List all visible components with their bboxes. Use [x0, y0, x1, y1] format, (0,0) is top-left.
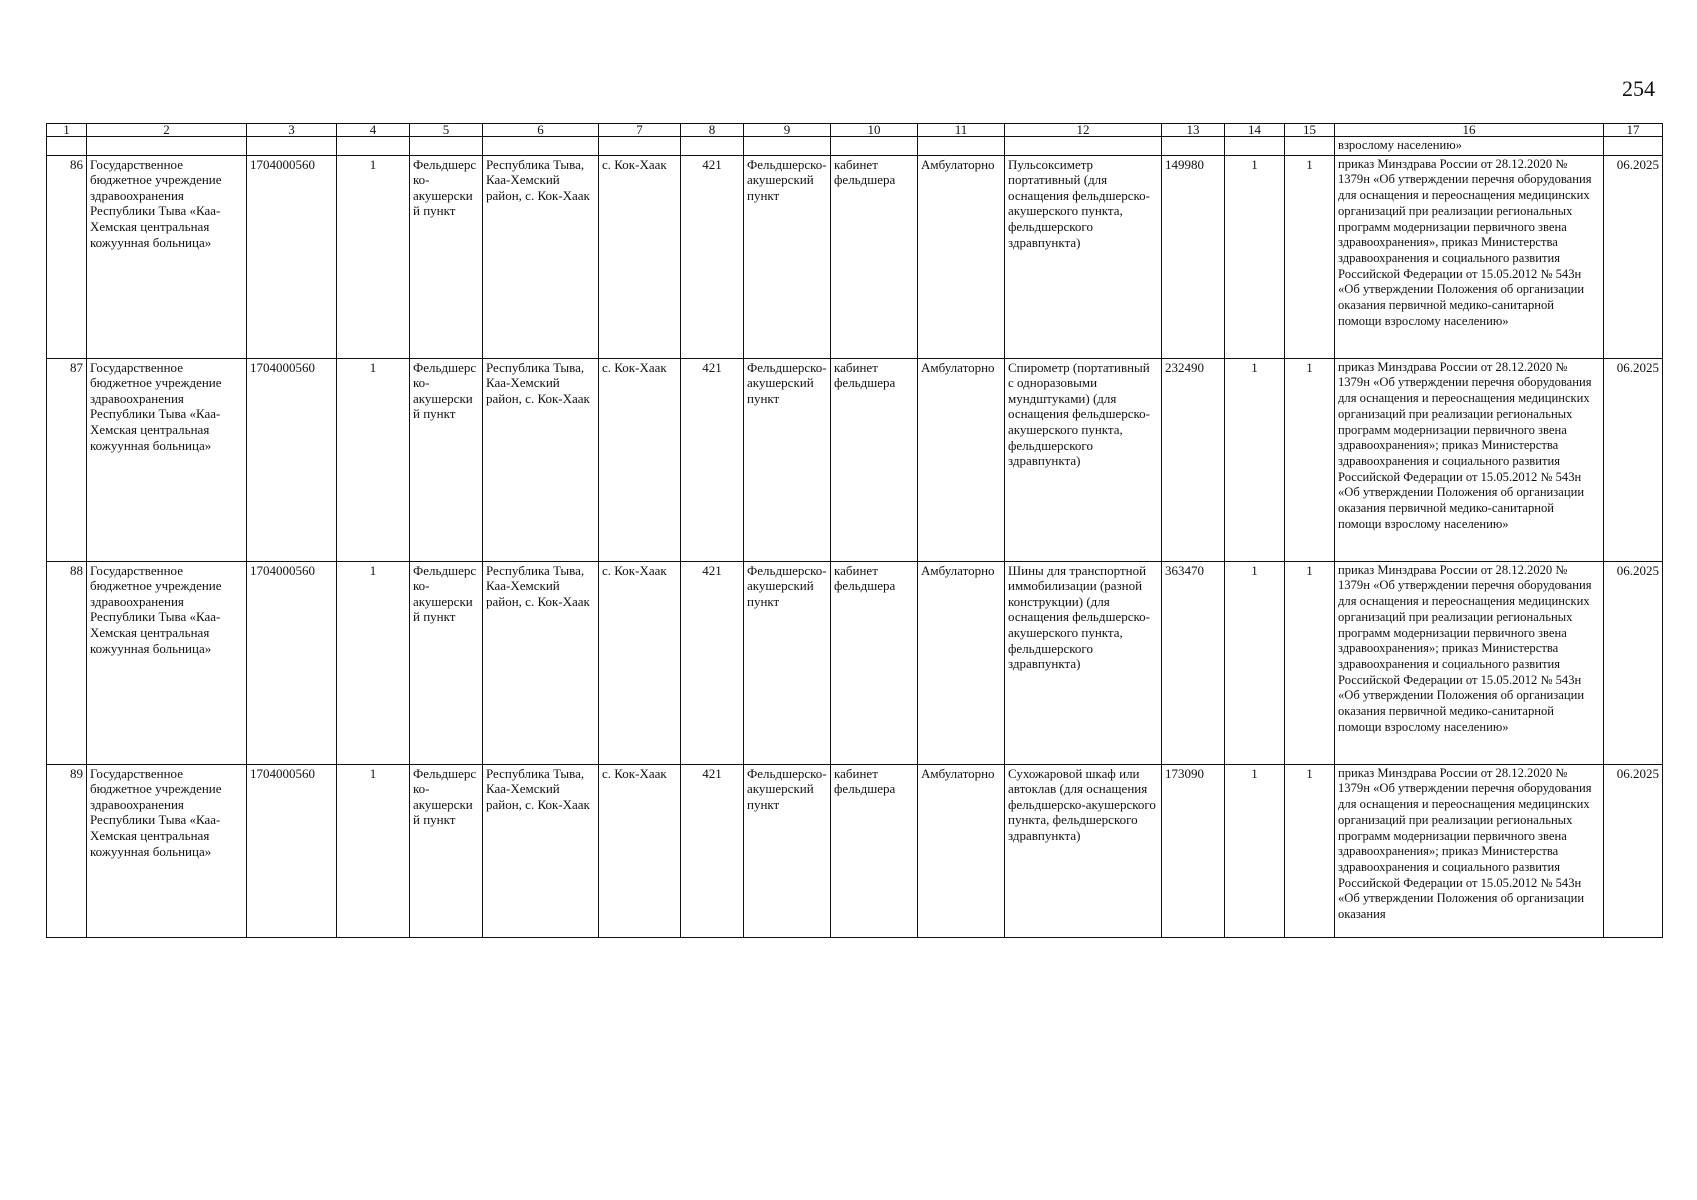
- address-cell: Республика Тыва, Каа-Хемский район, с. Кок-Хаак: [483, 155, 599, 358]
- column-header: 6: [483, 124, 599, 137]
- care-type-cell: Амбулаторно: [918, 155, 1005, 358]
- date-cell: 06.2025: [1604, 155, 1663, 358]
- row-number: 87: [47, 358, 87, 561]
- table-row: [47, 155, 1663, 358]
- organization-cell: Государственное бюджетное учреждение здравоохранения Республики Тыва «Каа-Хемская центральная кожуунная больница»: [87, 358, 247, 561]
- unit-type-cell: Фельдшерско-акушерский пункт: [410, 764, 483, 937]
- column-header: 3: [247, 124, 337, 137]
- col14-cell: 1: [1225, 764, 1285, 937]
- column-header: 1: [47, 124, 87, 137]
- date-cell: 06.2025: [1604, 764, 1663, 937]
- room-cell: кабинет фельдшера: [831, 561, 918, 764]
- basis-cell: приказ Минздрава России от 28.12.2020 № 1379н «Об утверждении перечня оборудования для оснащения и переоснащения медицинских организаций при реализации региональных программ модернизации первичного звена здравоохранения»; приказ Министерства здравоохранения и социального развития Российской Федерации от 15.05.2012 № 543н «Об утверждении Положения об организации оказания первичной медико-санитарной помощи взрослому населению»: [1335, 561, 1604, 764]
- col4-cell: 1: [337, 155, 410, 358]
- column-header: 17: [1604, 124, 1663, 137]
- price-cell: 149980: [1162, 155, 1225, 358]
- row-number: 89: [47, 764, 87, 937]
- column-header: 4: [337, 124, 410, 137]
- column-header: 2: [87, 124, 247, 137]
- column-header: 14: [1225, 124, 1285, 137]
- code-cell: 1704000560: [247, 358, 337, 561]
- column-header: 8: [681, 124, 744, 137]
- room-cell: кабинет фельдшера: [831, 155, 918, 358]
- col15-cell: 1: [1285, 358, 1335, 561]
- locality-cell: с. Кок-Хаак: [599, 358, 681, 561]
- organization-cell: Государственное бюджетное учреждение здравоохранения Республики Тыва «Каа-Хемская центральная кожуунная больница»: [87, 561, 247, 764]
- col15-cell: 1: [1285, 561, 1335, 764]
- code-cell: 1704000560: [247, 561, 337, 764]
- row-number: 86: [47, 155, 87, 358]
- column-header: 16: [1335, 124, 1604, 137]
- unit-type-cell: Фельдшерско-акушерский пункт: [410, 358, 483, 561]
- column-header: 11: [918, 124, 1005, 137]
- col8-cell: 421: [681, 561, 744, 764]
- unit-name-cell: Фельдшерско-акушерский пункт: [744, 358, 831, 561]
- col14-cell: 1: [1225, 155, 1285, 358]
- locality-cell: с. Кок-Хаак: [599, 561, 681, 764]
- address-cell: Республика Тыва, Каа-Хемский район, с. Кок-Хаак: [483, 764, 599, 937]
- column-header: 5: [410, 124, 483, 137]
- equipment-cell: Сухожаровой шкаф или автоклав (для оснащения фельдшерско-акушерского пункта, фельдшерского здравпункта): [1005, 764, 1162, 937]
- price-cell: 173090: [1162, 764, 1225, 937]
- equipment-cell: Спирометр (портативный с одноразовыми мундштуками) (для оснащения фельдшерско-акушерского пункта, фельдшерского здравпункта): [1005, 358, 1162, 561]
- column-header: 13: [1162, 124, 1225, 137]
- column-header: 9: [744, 124, 831, 137]
- unit-type-cell: Фельдшерско-акушерский пункт: [410, 561, 483, 764]
- address-cell: Республика Тыва, Каа-Хемский район, с. Кок-Хаак: [483, 561, 599, 764]
- date-cell: 06.2025: [1604, 358, 1663, 561]
- equipment-registry-table: [46, 123, 1663, 938]
- locality-cell: с. Кок-Хаак: [599, 155, 681, 358]
- room-cell: кабинет фельдшера: [831, 764, 918, 937]
- unit-name-cell: Фельдшерско-акушерский пункт: [744, 155, 831, 358]
- continuation-row: [47, 137, 1663, 156]
- table-row: [47, 561, 1663, 764]
- care-type-cell: Амбулаторно: [918, 358, 1005, 561]
- column-header: 7: [599, 124, 681, 137]
- col14-cell: 1: [1225, 358, 1285, 561]
- table-row: [47, 764, 1663, 937]
- code-cell: 1704000560: [247, 764, 337, 937]
- basis-cell: приказ Минздрава России от 28.12.2020 № 1379н «Об утверждении перечня оборудования для оснащения и переоснащения медицинских организаций при реализации региональных программ модернизации первичного звена здравоохранения», приказ Министерства здравоохранения и социального развития Российской Федерации от 15.05.2012 № 543н «Об утверждении Положения об организации оказания первичной медико-санитарной помощи взрослому населению»: [1335, 155, 1604, 358]
- unit-type-cell: Фельдшерско-акушерский пункт: [410, 155, 483, 358]
- col4-cell: 1: [337, 358, 410, 561]
- price-cell: 232490: [1162, 358, 1225, 561]
- unit-name-cell: Фельдшерско-акушерский пункт: [744, 764, 831, 937]
- column-header: 10: [831, 124, 918, 137]
- table-row: [47, 358, 1663, 561]
- row-number: 88: [47, 561, 87, 764]
- col4-cell: 1: [337, 561, 410, 764]
- locality-cell: с. Кок-Хаак: [599, 764, 681, 937]
- continuation-text: взрослому населению»: [1335, 137, 1604, 156]
- basis-cell: приказ Минздрава России от 28.12.2020 № 1379н «Об утверждении перечня оборудования для оснащения и переоснащения медицинских организаций при реализации региональных программ модернизации первичного звена здравоохранения»; приказ Министерства здравоохранения и социального развития Российской Федерации от 15.05.2012 № 543н «Об утверждении Положения об организации оказания: [1335, 764, 1604, 937]
- col8-cell: 421: [681, 764, 744, 937]
- equipment-cell: Шины для транспортной иммобилизации (разной конструкции) (для оснащения фельдшерско-акушерского пункта, фельдшерского здравпункта): [1005, 561, 1162, 764]
- basis-cell: приказ Минздрава России от 28.12.2020 № 1379н «Об утверждении перечня оборудования для оснащения и переоснащения медицинских организаций при реализации региональных программ модернизации первичного звена здравоохранения»; приказ Министерства здравоохранения и социального развития Российской Федерации от 15.05.2012 № 543н «Об утверждении Положения об организации оказания первичной медико-санитарной помощи взрослому населению»: [1335, 358, 1604, 561]
- col4-cell: 1: [337, 764, 410, 937]
- col14-cell: 1: [1225, 561, 1285, 764]
- code-cell: 1704000560: [247, 155, 337, 358]
- room-cell: кабинет фельдшера: [831, 358, 918, 561]
- price-cell: 363470: [1162, 561, 1225, 764]
- care-type-cell: Амбулаторно: [918, 561, 1005, 764]
- col15-cell: 1: [1285, 155, 1335, 358]
- col8-cell: 421: [681, 155, 744, 358]
- organization-cell: Государственное бюджетное учреждение здравоохранения Республики Тыва «Каа-Хемская центральная кожуунная больница»: [87, 155, 247, 358]
- page-number: 254: [1622, 76, 1655, 101]
- date-cell: 06.2025: [1604, 561, 1663, 764]
- care-type-cell: Амбулаторно: [918, 764, 1005, 937]
- address-cell: Республика Тыва, Каа-Хемский район, с. Кок-Хаак: [483, 358, 599, 561]
- col15-cell: 1: [1285, 764, 1335, 937]
- unit-name-cell: Фельдшерско-акушерский пункт: [744, 561, 831, 764]
- column-number-header-row: [47, 124, 1663, 137]
- organization-cell: Государственное бюджетное учреждение здравоохранения Республики Тыва «Каа-Хемская центральная кожуунная больница»: [87, 764, 247, 937]
- equipment-cell: Пульсоксиметр портативный (для оснащения фельдшерско-акушерского пункта, фельдшерского здравпункта): [1005, 155, 1162, 358]
- column-header: 12: [1005, 124, 1162, 137]
- col8-cell: 421: [681, 358, 744, 561]
- column-header: 15: [1285, 124, 1335, 137]
